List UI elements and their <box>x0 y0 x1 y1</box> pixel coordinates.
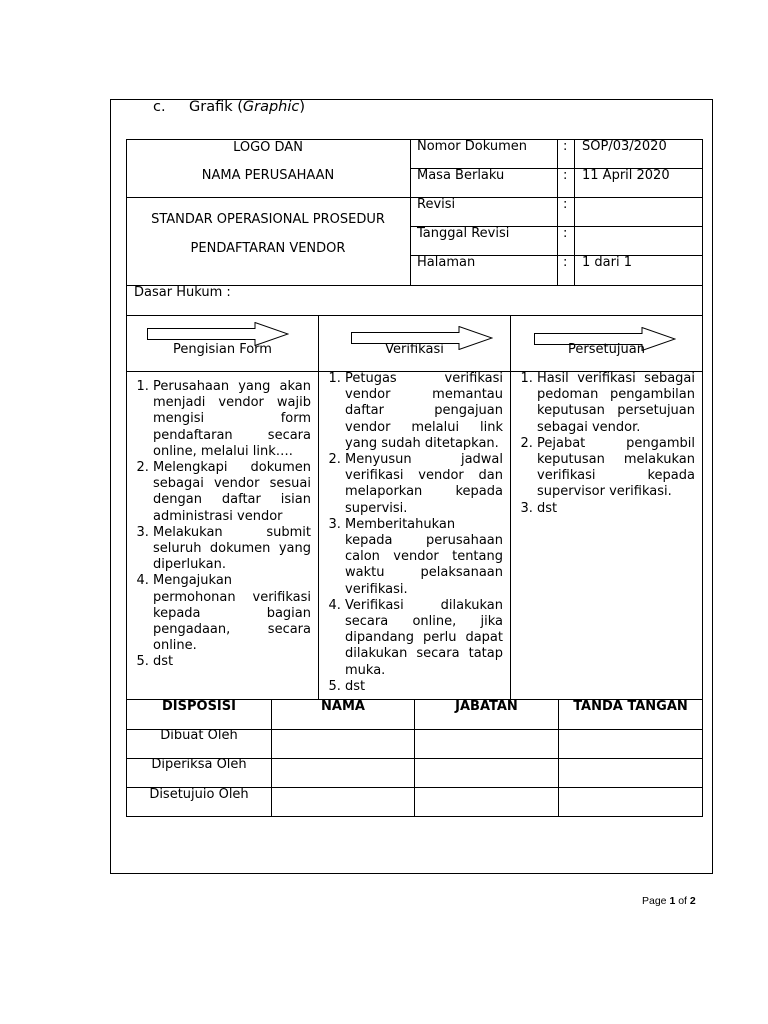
field-sep: : <box>563 226 568 241</box>
steps-list-verifikasi <box>318 371 503 695</box>
table-cell <box>271 729 415 759</box>
section-title <box>153 99 305 115</box>
step-item: 4. Mengajukan permohonan verifikasi kepada bagian pengadaan, secara online. <box>153 573 311 654</box>
disposition-row-label: Dibuat Oleh <box>160 728 238 743</box>
table-cell <box>414 729 559 759</box>
section-title-italic: Graphic <box>242 99 300 115</box>
page-number <box>642 895 696 907</box>
sop-title-line-1: STANDAR OPERASIONAL PROSEDUR <box>151 212 385 227</box>
page-total: 2 <box>689 895 696 907</box>
page-of: of <box>675 895 690 907</box>
table-cell <box>271 758 415 788</box>
step-item: 2. Pejabat pengambil keputusan melakukan verifikasi kepada supervisor verifikasi. <box>537 436 695 501</box>
disposition-row-label: Disetujuio Oleh <box>149 787 249 802</box>
field-label-masa-berlaku: Masa Berlaku <box>417 168 505 183</box>
field-value-cell <box>574 197 703 227</box>
logo-line-2: NAMA PERUSAHAAN <box>201 168 335 183</box>
table-cell <box>271 787 415 817</box>
field-label-tanggal-revisi: Tanggal Revisi <box>417 226 510 241</box>
stage-label-pengisian-form: Pengisian Form <box>173 342 272 357</box>
step-item: 1. Perusahaan yang akan menjadi vendor wajib mengisi form pendaftaran secara online, melalui link…. <box>153 379 311 460</box>
step-item: 4. Verifikasi dilakukan secara online, jika dipandang perlu dapat dilakukan secara tatap muka. <box>345 598 503 679</box>
logo-line-1: LOGO DAN <box>233 140 303 155</box>
disposition-row-label: Diperiksa Oleh <box>151 757 247 772</box>
field-label-revisi: Revisi <box>417 197 456 212</box>
field-label-halaman: Halaman <box>417 255 476 270</box>
table-cell <box>558 787 703 817</box>
step-item: 3. Melakukan submit seluruh dokumen yang diperlukan. <box>153 525 311 574</box>
step-item: 3. Memberitahukan kepada perusahaan calon vendor tentang waktu pelaksanaan verifikasi. <box>345 517 503 598</box>
field-value-nomor-dokumen: SOP/03/2020 <box>582 139 667 154</box>
field-value-halaman: 1 dari 1 <box>582 255 632 270</box>
table-cell <box>558 758 703 788</box>
steps-list-pengisian-form <box>126 379 311 671</box>
step-item: 2. Menyusun jadwal verifikasi vendor dan melaporkan kepada supervisi. <box>345 452 503 517</box>
disposition-header-jabatan: JABATAN <box>455 699 518 714</box>
field-sep: : <box>563 168 568 183</box>
table-cell <box>414 758 559 788</box>
disposition-header-nama: NAMA <box>321 699 365 714</box>
step-item: 5. dst <box>153 654 311 670</box>
table-cell <box>414 787 559 817</box>
disposition-header-tanda-tangan: TANDA TANGAN <box>573 699 688 714</box>
stage-label-persetujuan: Persetujuan <box>568 342 645 357</box>
field-value-masa-berlaku: 11 April 2020 <box>582 168 670 183</box>
field-label-nomor-dokumen: Nomor Dokumen <box>417 139 528 154</box>
table-cell <box>558 729 703 759</box>
page-current: 1 <box>669 895 676 907</box>
step-item: 1. Petugas verifikasi vendor memantau daftar pengajuan vendor melalui link yang sudah ditetapkan. <box>345 371 503 452</box>
field-sep: : <box>563 197 568 212</box>
section-marker: c. <box>153 99 166 115</box>
field-sep: : <box>563 139 568 154</box>
step-item: 2. Melengkapi dokumen sebagai vendor sesuai dengan daftar isian administrasi vendor <box>153 460 311 525</box>
sop-title-line-2: PENDAFTARAN VENDOR <box>190 241 346 256</box>
field-value-cell <box>574 226 703 256</box>
step-item: 5. dst <box>345 679 503 695</box>
field-sep: : <box>563 255 568 270</box>
step-item: 1. Hasil verifikasi sebagai pedoman pengambilan keputusan persetujuan sebagai vendor. <box>537 371 695 436</box>
steps-list-persetujuan <box>510 371 695 517</box>
section-title-prefix: Grafik ( <box>189 99 243 115</box>
dasar-hukum-label: Dasar Hukum : <box>134 285 231 300</box>
disposition-header-disposisi: DISPOSISI <box>162 699 236 714</box>
page-prefix: Page <box>642 895 670 907</box>
stage-label-verifikasi: Verifikasi <box>385 342 444 357</box>
step-item: 3. dst <box>537 501 695 517</box>
section-title-suffix: ) <box>299 99 306 115</box>
